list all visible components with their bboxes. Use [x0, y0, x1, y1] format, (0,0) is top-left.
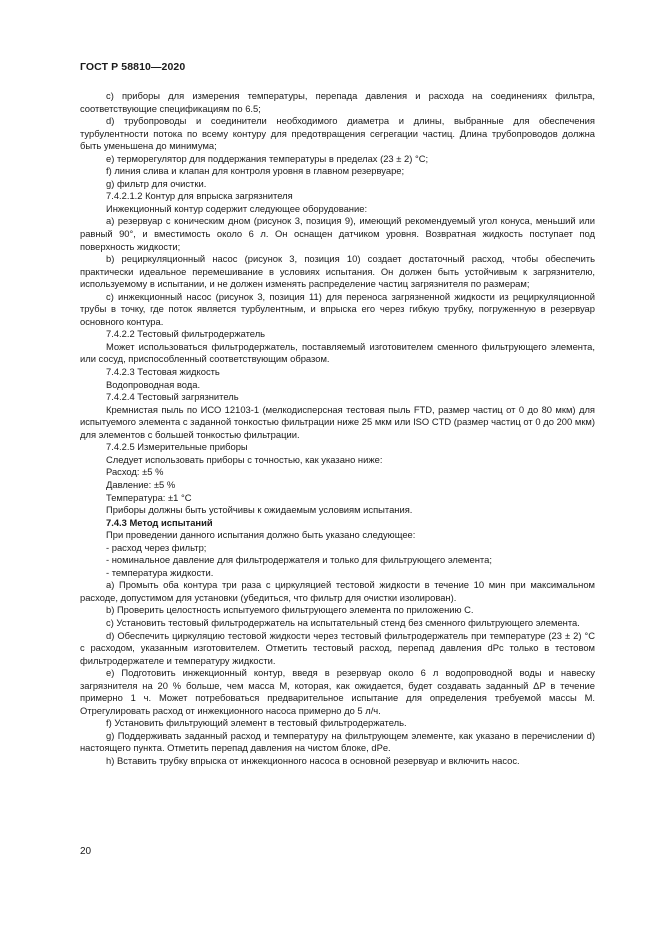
section-heading: 7.4.2.1.2 Контур для впрыска загрязнителя	[106, 190, 293, 202]
document-body	[80, 90, 595, 768]
list-item: c) инжекционный насос (рисунок 3, позиция 11) для переноса загрязненной жидкости из рециркуляционной трубы в точку, где поток является турбулентным, и впрыска его через гибкую трубку, погруженную в резервуар основного контура.	[80, 290, 595, 327]
list-item: d) трубопроводы и соединители необходимого диаметра и длины, выбранные для обеспечения турбулентности потока по всему контуру для предотвращения сегрегации частиц. Длина трубопроводов должна быть уменьшена до минимума;	[80, 115, 595, 152]
paragraph: Приборы должны быть устойчивы к ожидаемым условиям испытания.	[106, 504, 413, 516]
list-item: - температура жидкости.	[106, 566, 214, 578]
paragraph: При проведении данного испытания должно быть указано следующее:	[106, 529, 416, 541]
list-item: c) Установить тестовый фильтродержатель на испытательный стенд без сменного фильтрующего элемента.	[106, 616, 580, 628]
list-item: d) Обеспечить циркуляцию тестовой жидкости через тестовый фильтродержатель при температуре (23 ± 2) °C с расходом, указанным изготовителем. Отметить тестовый расход, перепад давления dPc только в тестовом фильтродержателе и температуру жидкости.	[80, 629, 595, 666]
paragraph: Кремнистая пыль по ИСО 12103-1 (мелкодисперсная тестовая пыль FTD, размер частиц от 0 до 80 мкм) для испытуемого элемента с заданной тонкостью фильтрации ниже 25 мкм или ISO CTD (размер частиц от 0 до 200 мкм) для элементов с большей тонкостью фильтрации.	[80, 403, 595, 440]
section-heading: 7.4.2.4 Тестовый загрязнитель	[106, 391, 239, 403]
document-header: ГОСТ Р 58810—2020	[80, 61, 186, 73]
section-heading-bold: 7.4.3 Метод испытаний	[106, 516, 213, 528]
section-heading: 7.4.2.5 Измерительные приборы	[106, 441, 248, 453]
list-item: a) резервуар с коническим дном (рисунок 3, позиция 9), имеющий рекомендуемый угол конуса, меньший или равный 90°, и вместимость около 6 л. Он оснащен датчиком уровня. Возвратная жидкость поступает под поверхность жидкости;	[80, 215, 595, 252]
list-item: - расход через фильтр;	[106, 541, 207, 553]
list-item: b) рециркуляционный насос (рисунок 3, позиция 10) создает достаточный расход, чтобы обеспечить практически идеальное перемешивание в условиях испытания. Он должен быть устойчивым к загрязнителю, используемому в испытании, и не должен изменять распределение частиц загрязнителя по размерам;	[80, 253, 595, 290]
page-number: 20	[80, 846, 92, 857]
list-item: f) Установить фильтрующий элемент в тестовый фильтродержатель.	[106, 717, 407, 729]
spec-line: Расход: ±5 %	[106, 466, 164, 478]
list-item: e) терморегулятор для поддержания температуры в пределах (23 ± 2) °C;	[106, 152, 429, 164]
section-heading: 7.4.2.3 Тестовая жидкость	[106, 366, 220, 378]
list-item: c) приборы для измерения температуры, перепада давления и расхода на соединениях фильтра, соответствующие спецификациям по 6.5;	[80, 90, 595, 114]
paragraph: Инжекционный контур содержит следующее оборудование:	[106, 202, 368, 214]
paragraph: Водопроводная вода.	[106, 378, 201, 390]
spec-line: Температура: ±1 °C	[106, 491, 192, 503]
section-heading: 7.4.2.2 Тестовый фильтродержатель	[106, 328, 266, 340]
list-item: g) Поддерживать заданный расход и температуру на фильтрующем элементе, как указано в перечислении d) настоящего пункта. Отметить перепад давления на чистом блоке, dPe.	[80, 729, 595, 754]
paragraph: Следует использовать приборы с точностью, как указано ниже:	[106, 453, 383, 465]
list-item: g) фильтр для очистки.	[106, 177, 207, 189]
list-item: b) Проверить целостность испытуемого фильтрующего элемента по приложению C.	[106, 604, 474, 616]
paragraph: Может использоваться фильтродержатель, поставляемый изготовителем сменного фильтрующего элемента, или сосуд, приспособленный соответствующим образом.	[80, 340, 595, 365]
list-item: h) Вставить трубку впрыска от инжекционного насоса в основной резервуар и включить насос.	[106, 754, 520, 766]
list-item: a) Промыть оба контура три раза с циркуляцией тестовой жидкости в течение 10 мин при максимальном расходе, допустимом для установки (убедиться, что фильтр для очистки изолирован).	[80, 579, 595, 603]
list-item: e) Подготовить инжекционный контур, введя в резервуар около 6 л водопроводной воды и навеску загрязнителя на 20 % больше, чем масса M, которая, как ожидается, будет создавать заданный ΔP в течение примерно 1 ч. Может потребоваться предварительное испытание для определения требуемой массы M. Отрегулировать расход от инжекционного насоса примерно до 5 л/ч.	[80, 667, 595, 716]
list-item: - номинальное давление для фильтродержателя и только для фильтрующего элемента;	[106, 554, 492, 566]
list-item: f) линия слива и клапан для контроля уровня в главном резервуаре;	[106, 165, 405, 177]
spec-line: Давление: ±5 %	[106, 478, 176, 490]
